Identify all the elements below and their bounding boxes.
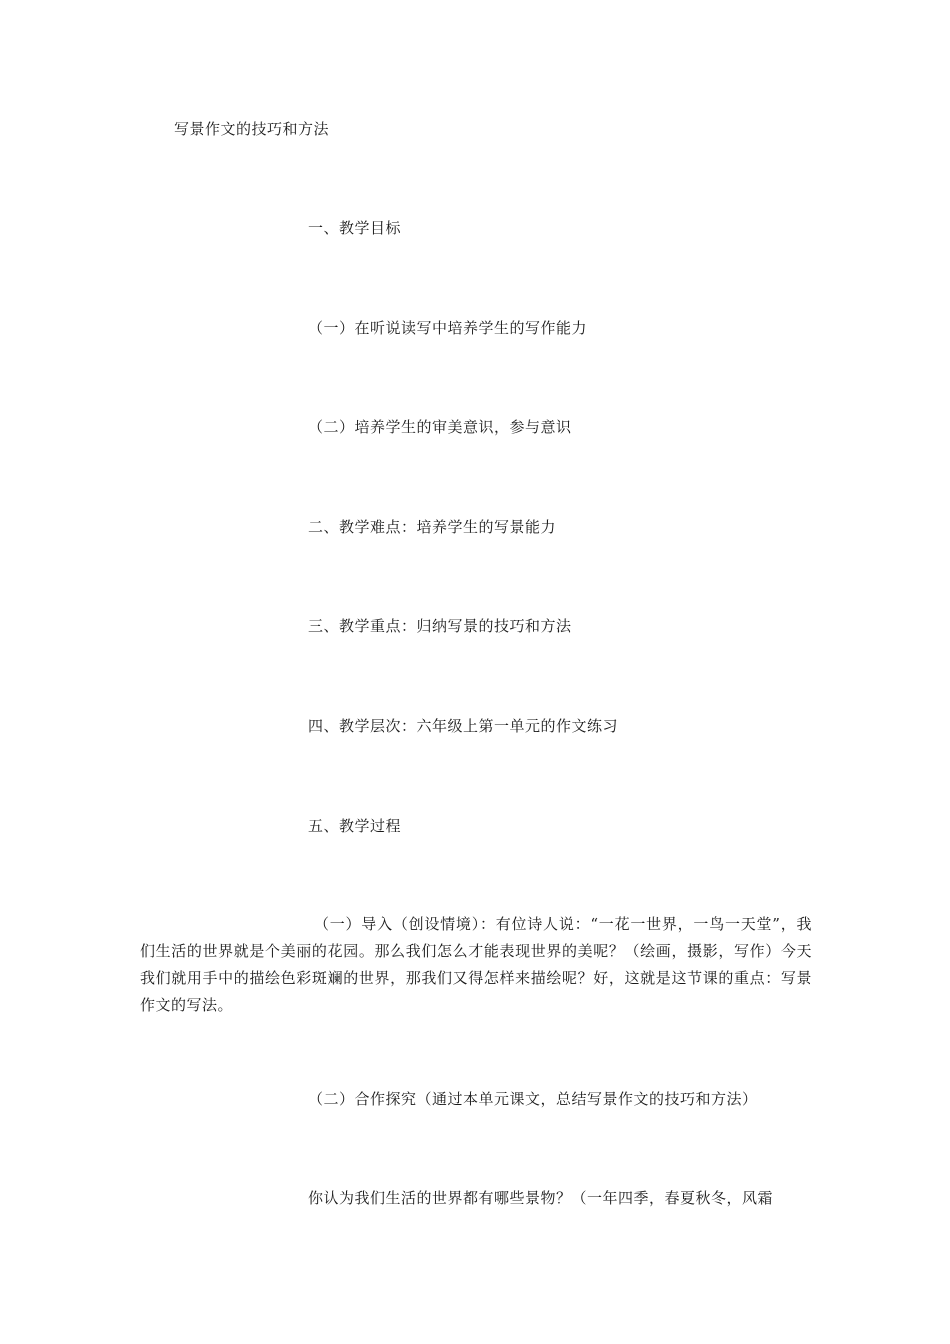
process-heading: 五、教学过程: [308, 817, 402, 835]
teaching-level: 四、教学层次：六年级上第一单元的作文练习: [308, 717, 619, 735]
cooperation-heading: （二）合作探究（通过本单元课文，总结写景作文的技巧和方法）: [308, 1090, 758, 1108]
teaching-difficulty: 二、教学难点：培养学生的写景能力: [308, 518, 557, 536]
document-title: 写景作文的技巧和方法: [174, 120, 330, 138]
goal-item-2: （二）培养学生的审美意识，参与意识: [308, 418, 572, 436]
intro-paragraph: （一）导入（创设情境）：有位诗人说：“一花一世界，一鸟一天堂”，我们生活的世界就是个美丽的花园。那么我们怎么才能表现世界的美呢？（绘画，摄影，写作）今天我们就用手中的描绘色彩斑斓的世界，那我们又得怎样来描绘呢？好，这就是这节课的重点：写景作文的写法。: [140, 915, 812, 1014]
teaching-focus: 三、教学重点：归纳写景的技巧和方法: [308, 617, 572, 635]
question-line: 你认为我们生活的世界都有哪些景物？（一年四季，春夏秋冬，风霜: [308, 1189, 774, 1207]
goal-item-1: （一）在听说读写中培养学生的写作能力: [308, 319, 588, 337]
goals-heading: 一、教学目标: [308, 219, 402, 237]
